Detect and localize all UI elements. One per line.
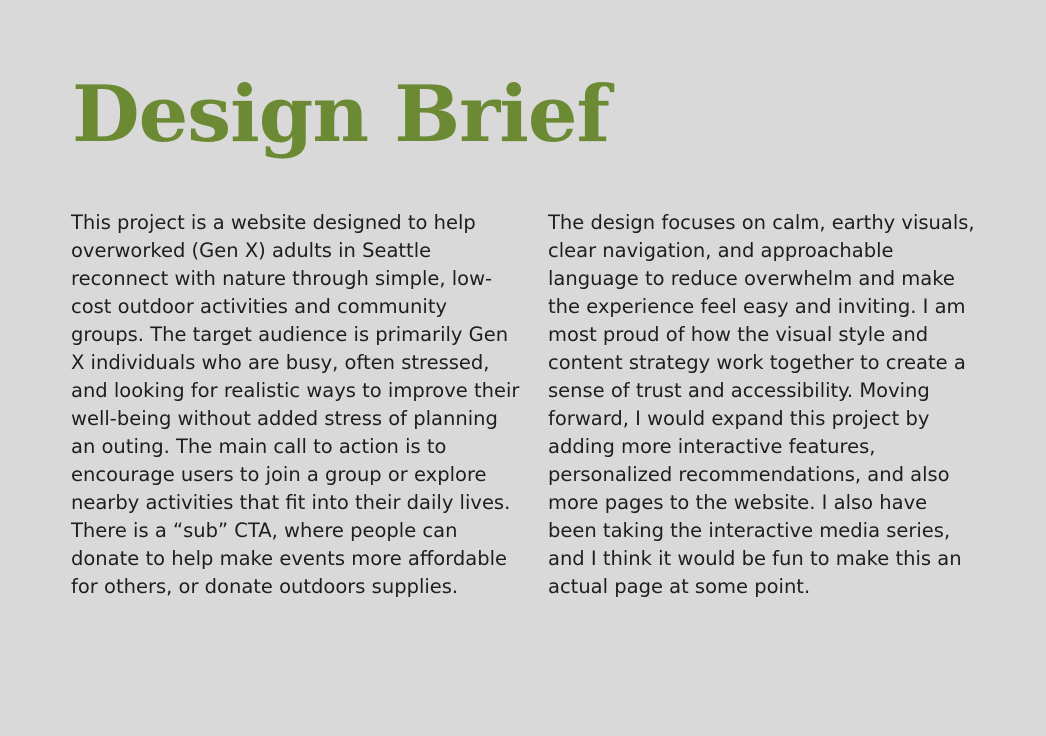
brief-left-column: This project is a website designed to help overworked (Gen X) adults in Seattle reconnect with nature through simple, low- cost outdoor activities and community groups. The target audience is primarily Gen X individuals who are busy, often stressed, and looking for realistic ways to improve their well-being without added stress of planning an outing. The main call to action is to encourage users to join a group or explore nearby activities that fit into their daily lives. There is a “sub” CTA, where people can donate to help make events more affordable for others, or donate outdoors supplies. <box>71 211 520 598</box>
brief-right-column: The design focuses on calm, earthy visuals, clear navigation, and approachable language to reduce overwhelm and make the experience feel easy and inviting. I am most proud of how the visual style and content strategy work together to create a sense of trust and accessibility. Moving forward, I would expand this project by adding more interactive features, personalized recommendations, and also more pages to the website. I also have been taking the interactive media series, and I think it would be fun to make this an actual page at some point. <box>548 211 975 598</box>
page-title: Design Brief <box>72 69 610 160</box>
